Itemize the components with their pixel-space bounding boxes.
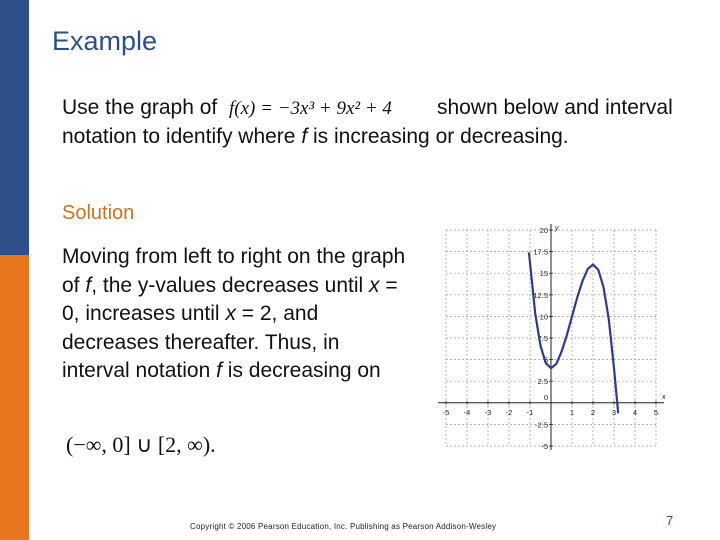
page-number: 7: [666, 513, 674, 528]
copyright-footer: Copyright © 2006 Pearson Education, Inc. Publishing as Pearson Addison-Wesley: [190, 522, 497, 531]
y-tick-label: -2.5: [535, 420, 548, 430]
y-tick-label: 17.5: [533, 247, 548, 257]
intro-after-1: shown below and interval notation to identify where: [62, 96, 673, 148]
x-tick-label: -1: [526, 407, 534, 417]
x-axis-label: x: [662, 393, 666, 401]
x-tick-label: -5: [442, 407, 450, 417]
function-equation: [227, 95, 427, 119]
y-tick-label: 15: [539, 269, 548, 279]
y-tick-label: 5: [543, 355, 548, 365]
y-axis-label: y: [555, 225, 559, 232]
solution-part: = 2, and decreases thereafter. Thus, in interval notation: [62, 302, 340, 382]
function-graph: [428, 222, 678, 454]
solution-part: is decreasing on: [227, 359, 381, 382]
intro-before: Use the graph of: [62, 96, 218, 119]
intro-after-2: is increasing or decreasing.: [313, 125, 569, 148]
solution-part: = 0, increases until: [62, 273, 398, 325]
slide-title: Example: [52, 26, 158, 56]
equation-text: f(x) = −3x³ + 9x² + 4: [229, 98, 393, 119]
accent-bar-orange: [0, 255, 29, 540]
solution-x: x: [225, 302, 236, 325]
x-tick-label: 3: [611, 407, 617, 417]
y-tick-label: 7.5: [537, 334, 548, 343]
intro-f: f: [301, 125, 308, 148]
solution-text: [62, 243, 412, 386]
origin-label: 0: [543, 392, 548, 402]
x-tick-label: 5: [653, 407, 659, 417]
x-tick-label: -2: [505, 407, 513, 417]
solution-part: Moving from left to right on the graph of: [62, 245, 406, 297]
y-tick-label: 12.5: [533, 290, 548, 300]
solution-label: Solution: [62, 202, 135, 224]
x-tick-label: 4: [632, 407, 638, 417]
y-tick-label: 20: [539, 226, 548, 235]
intro-text: [62, 93, 682, 151]
solution-part: , the y-values decreases until: [91, 273, 364, 297]
x-tick-label: 2: [590, 407, 596, 417]
interval-text: (−∞, 0] ∪ [2, ∞).: [66, 432, 216, 457]
accent-bar-blue: [0, 0, 29, 255]
solution-f: f: [85, 273, 92, 297]
y-tick-label: 10: [539, 312, 548, 322]
solution-f: f: [216, 359, 222, 382]
y-tick-label: 2.5: [537, 377, 548, 387]
x-tick-label: 1: [569, 407, 575, 417]
x-tick-label: -4: [463, 407, 471, 417]
y-tick-label: -5: [541, 442, 548, 451]
x-tick-label: -3: [484, 407, 492, 417]
interval-notation: [62, 428, 262, 462]
solution-x: x: [369, 273, 380, 297]
